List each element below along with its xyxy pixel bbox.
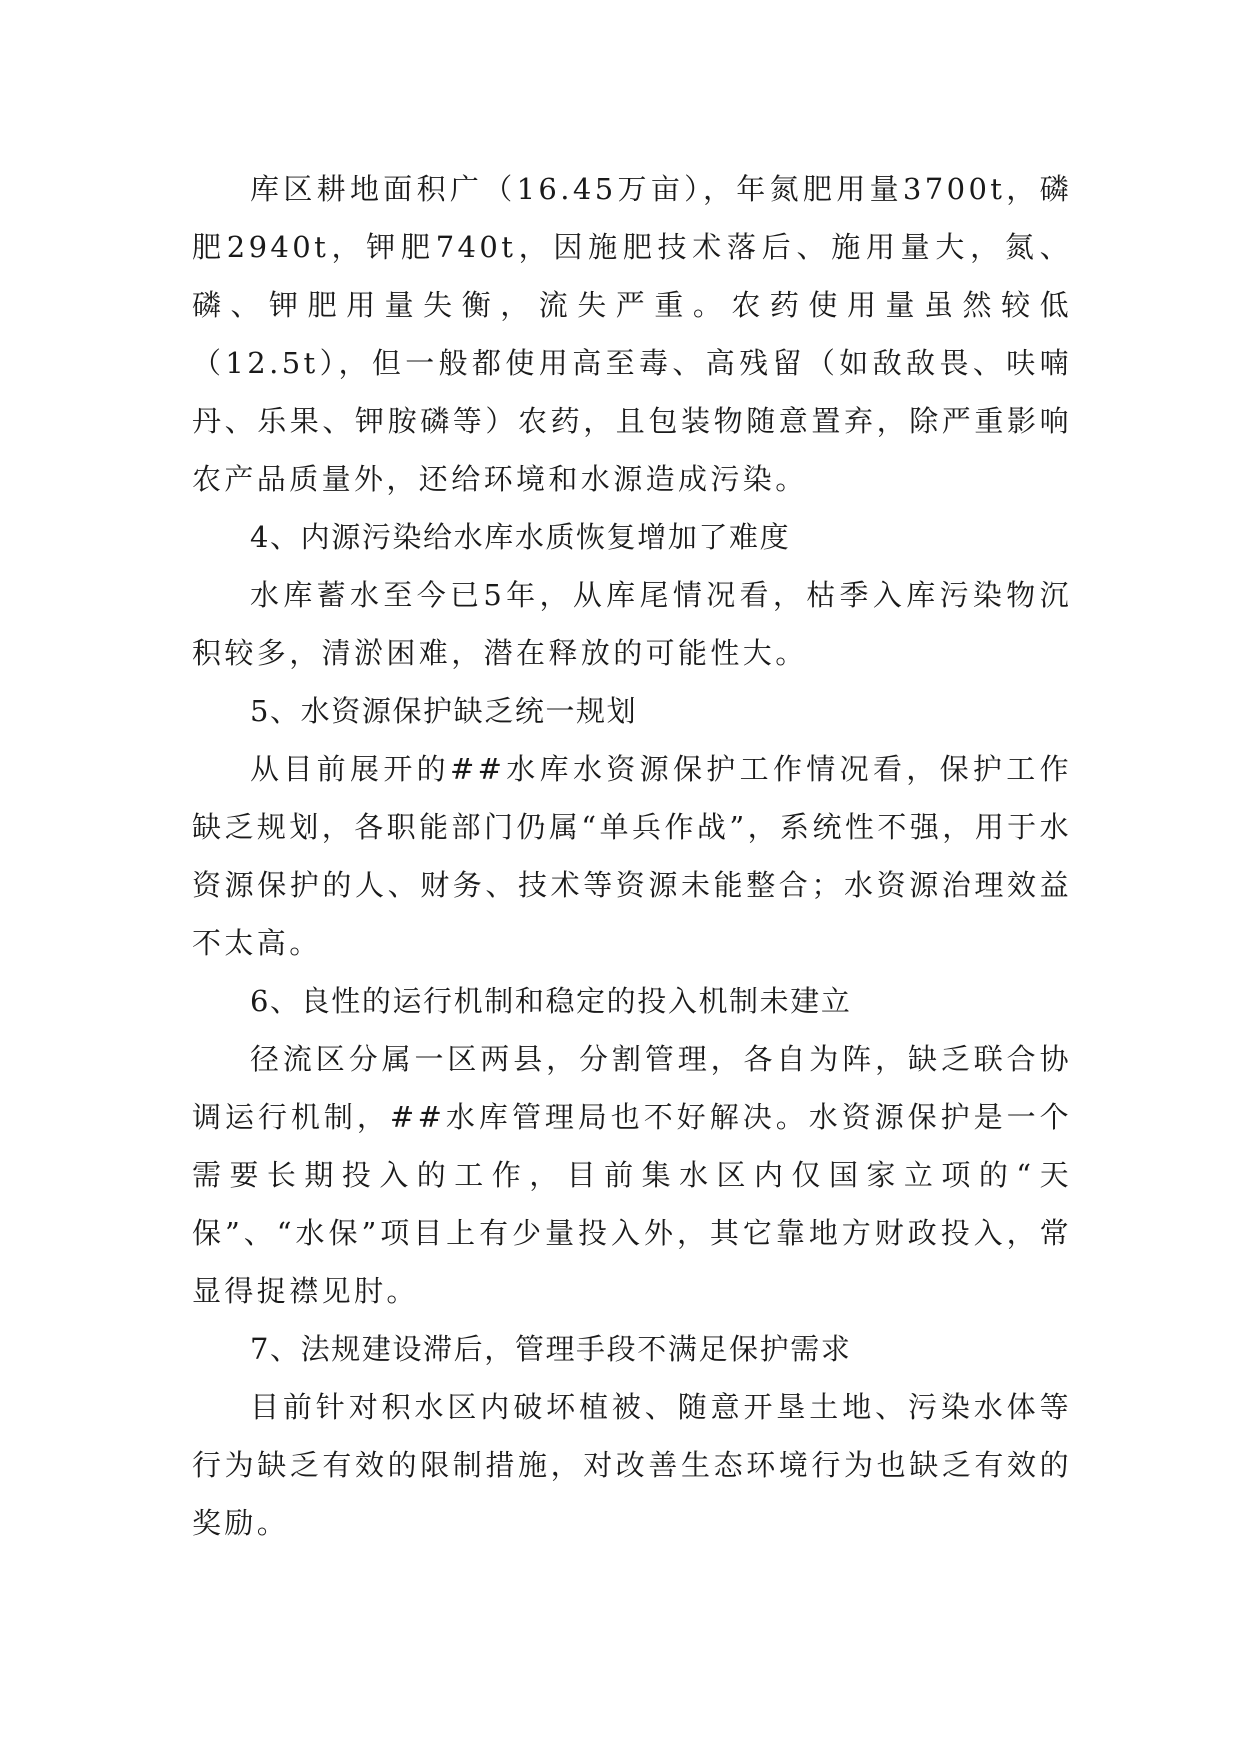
paragraph-mechanism: 径流区分属一区两县，分割管理，各自为阵，缺乏联合协调运行机制，##水库管理局也不好解决。水资源保护是一个需要长期投入的工作，目前集水区内仅国家立项的“天保”、“水保”项目上有少量投入外，其它靠地方财政投入，常显得捉襟见肘。 — [192, 1042, 1072, 1308]
paragraph-regulations: 目前针对积水区内破坏植被、随意开垦土地、污染水体等行为缺乏有效的限制措施，对改善生态环境行为也缺乏有效的奖励。 — [192, 1390, 1072, 1540]
heading-4-internal-pollution: 4、内源污染给水库水质恢复增加了难度 — [250, 520, 791, 554]
heading-7-regulations: 7、法规建设滞后，管理手段不满足保护需求 — [250, 1332, 852, 1366]
paragraph-planning: 从目前展开的##水库水资源保护工作情况看，保护工作缺乏规划，各职能部门仍属“单兵作战”，系统性不强，用于水资源保护的人、财务、技术等资源未能整合；水资源治理效益不太高。 — [192, 752, 1072, 960]
paragraph-sediment: 水库蓄水至今已5年，从库尾情况看，枯季入库污染物沉积较多，清淤困难，潜在释放的可能性大。 — [192, 578, 1072, 670]
paragraph-fertilizer-pesticide: 库区耕地面积广（16.45万亩），年氮肥用量3700t，磷肥2940t，钾肥740t，因施肥技术落后、施用量大，氮、磷、钾肥用量失衡，流失严重。农药使用量虽然较低（12.5t），但一般都使用高至毒、高残留（如敌敌畏、呋喃丹、乐果、钾胺磷等）农药，且包装物随意置弃，除严重影响农产品质量外，还给环境和水源造成污染。 — [192, 172, 1072, 496]
heading-5-unified-planning: 5、水资源保护缺乏统一规划 — [250, 694, 638, 728]
document-body — [192, 160, 1072, 1552]
heading-6-operating-mechanism: 6、良性的运行机制和稳定的投入机制未建立 — [250, 984, 852, 1018]
